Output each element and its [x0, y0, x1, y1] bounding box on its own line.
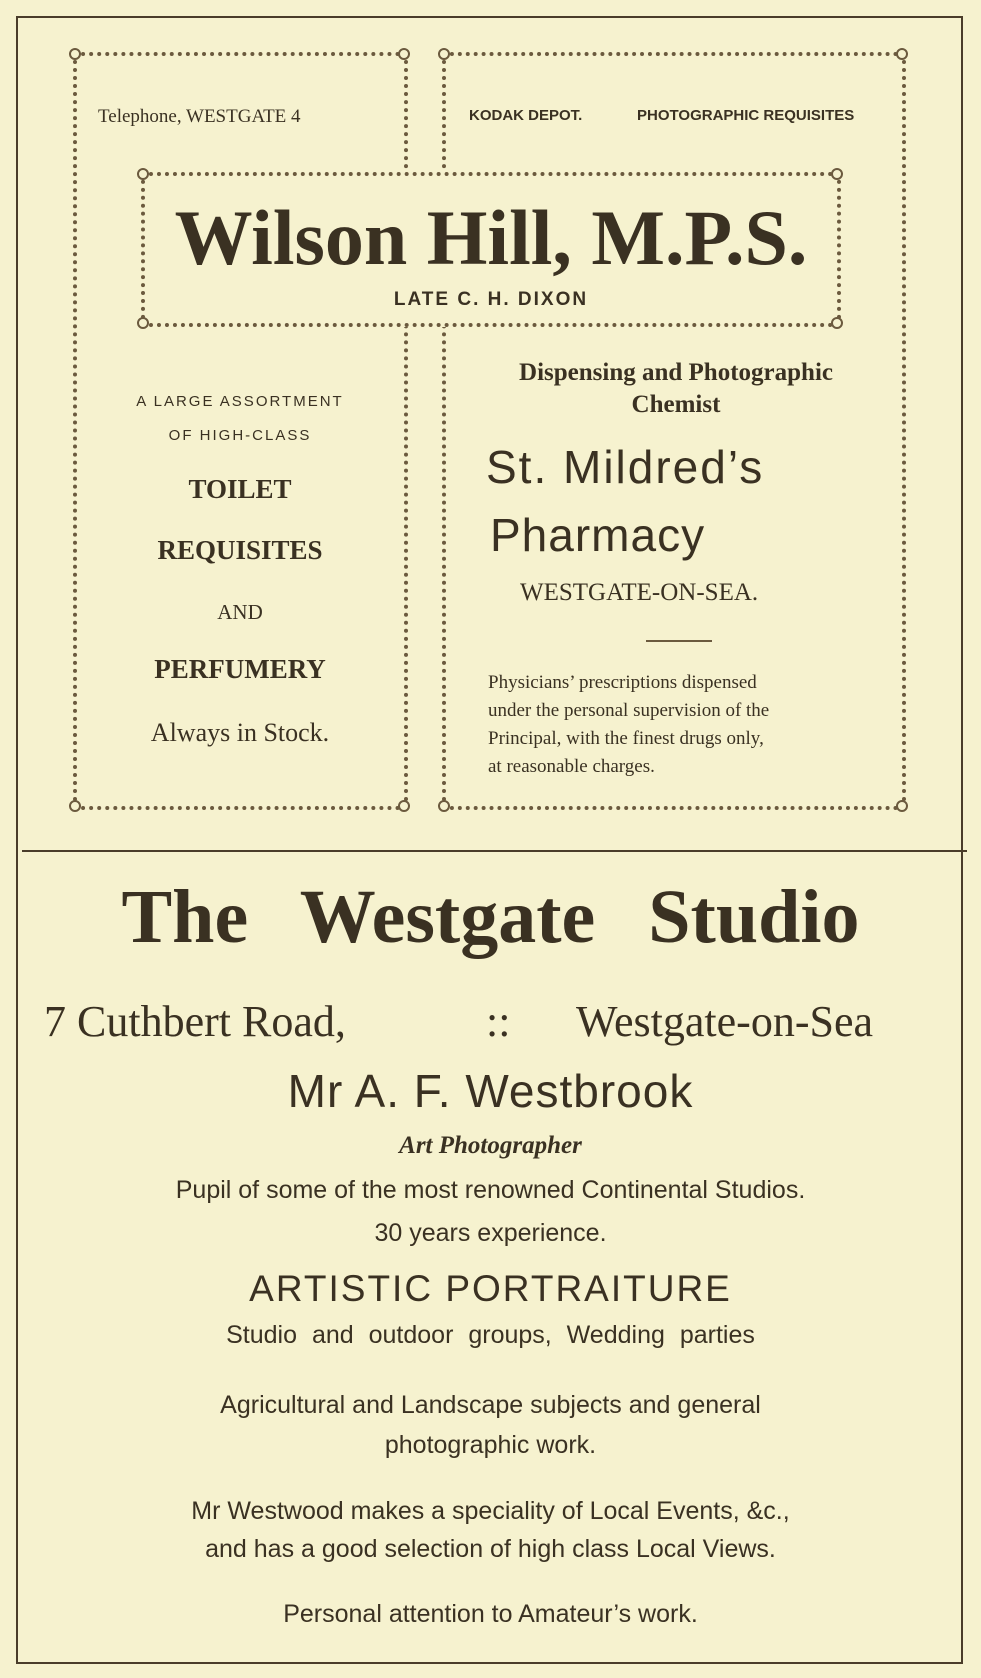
local-events-text-1: Mr Westwood makes a speciality of Local Events, &c., [191, 1497, 790, 1525]
proprietor-name: Wilson Hill, M.P.S. [174, 194, 808, 281]
ornament-icon [398, 800, 410, 812]
ornament-icon [831, 317, 843, 329]
photographer-role: Art Photographer [399, 1132, 582, 1159]
amateur-work-text: Personal attention to Amateur’s work. [283, 1600, 698, 1628]
telephone-label: Telephone, WESTGATE 4 [98, 106, 301, 127]
groups-text: Studio and outdoor groups, Wedding parties [226, 1321, 755, 1349]
studio-address-street: 7 Cuthbert Road, [44, 997, 346, 1046]
photographic-requisites-label: PHOTOGRAPHIC REQUISITES [637, 107, 855, 124]
requisites-line: REQUISITES [157, 535, 323, 565]
agricultural-text-2: photographic work. [384, 1431, 597, 1459]
prescription-text-2: under the personal supervision of the [488, 700, 770, 721]
prescription-text-4: at reasonable charges. [488, 756, 655, 777]
pharmacy-town: WESTGATE-ON-SEA. [520, 579, 759, 606]
late-owner-label: LATE C. H. DIXON [393, 289, 589, 310]
ornament-icon [137, 317, 149, 329]
photographer-name: Mr A. F. Westbrook [287, 1065, 694, 1117]
local-events-text-2: and has a good selection of high class Local Views. [205, 1535, 776, 1563]
ornament-icon [896, 800, 908, 812]
studio-title: The Westgate Studio [121, 875, 860, 959]
ornament-icon [831, 168, 843, 180]
chemist-line: Chemist [631, 391, 721, 418]
ornament-icon [398, 48, 410, 60]
agricultural-text-1: Agricultural and Landscape subjects and general [220, 1391, 761, 1419]
ornament-icon [137, 168, 149, 180]
pharmacy-name-line1: St. Mildred’s [486, 441, 765, 493]
prescription-text-1: Physicians’ prescriptions dispensed [488, 672, 757, 693]
studio-address-town: Westgate-on-Sea [576, 997, 873, 1046]
dispensing-line: Dispensing and Photographic [519, 359, 833, 386]
high-class-line: OF HIGH-CLASS [168, 427, 312, 444]
ornament-icon [438, 800, 450, 812]
toilet-line: TOILET [188, 474, 292, 504]
kodak-depot-label: KODAK DEPOT. [469, 107, 583, 124]
ornament-icon [69, 48, 81, 60]
ornament-icon [69, 800, 81, 812]
and-line: AND [217, 600, 263, 624]
experience-text: 30 years experience. [374, 1219, 607, 1247]
studio-address-separator: :: [486, 997, 511, 1046]
dotted-border-right-panel [442, 52, 906, 810]
ornament-icon [896, 48, 908, 60]
pharmacy-name-line2: Pharmacy [490, 509, 706, 561]
pupil-text: Pupil of some of the most renowned Continental Studios. [175, 1176, 806, 1204]
assortment-line: A LARGE ASSORTMENT [136, 393, 344, 410]
prescription-text-3: Principal, with the finest drugs only, [488, 728, 764, 749]
separator-rule [646, 640, 712, 642]
ornament-icon [438, 48, 450, 60]
section-divider [22, 850, 967, 852]
always-in-stock-line: Always in Stock. [150, 718, 330, 747]
perfumery-line: PERFUMERY [154, 654, 326, 684]
artistic-portraiture-heading: ARTISTIC PORTRAITURE [249, 1268, 732, 1309]
